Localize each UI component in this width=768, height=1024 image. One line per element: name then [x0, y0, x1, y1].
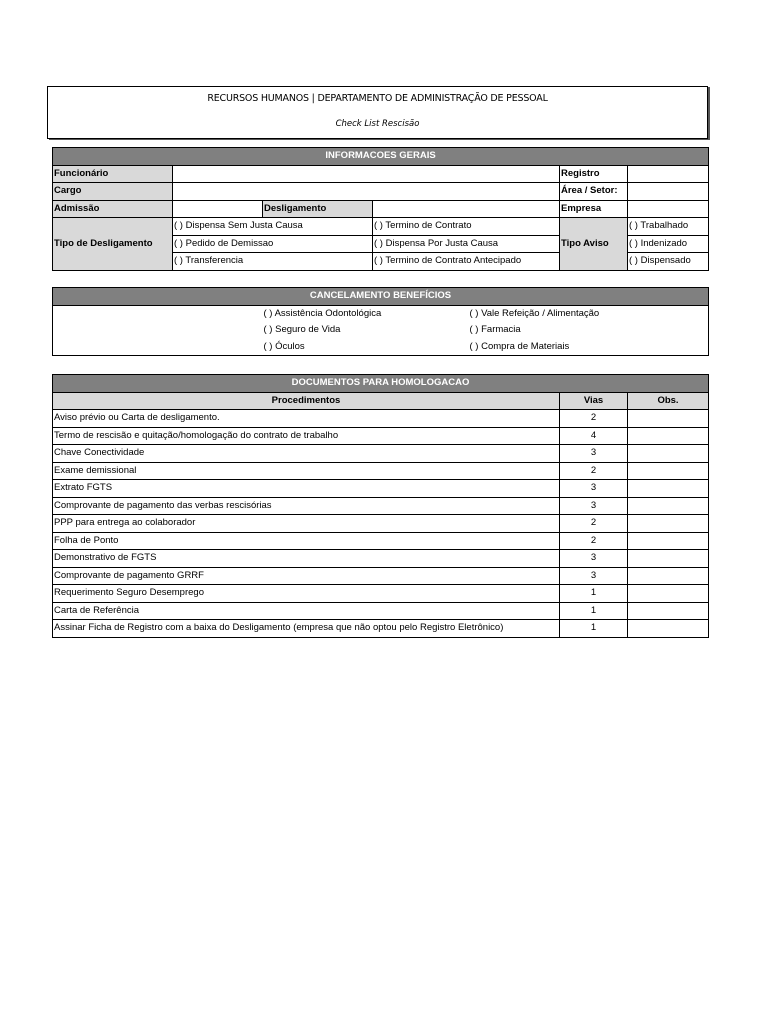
desligamento-field[interactable] — [373, 200, 560, 218]
general-info-table — [52, 147, 709, 271]
vias-cell: 1 — [560, 602, 628, 620]
option-seguro-de-vida[interactable]: ( ) Seguro de Vida — [263, 324, 341, 336]
obs-cell[interactable] — [628, 410, 709, 428]
obs-cell[interactable] — [628, 550, 709, 568]
funcionario-label: Funcionário — [53, 165, 173, 183]
area-setor-label: Área / Setor: — [560, 183, 628, 201]
vias-cell: 2 — [560, 515, 628, 533]
procedure-cell: PPP para entrega ao colaborador — [53, 515, 560, 533]
desligamento-label: Desligamento — [263, 200, 373, 218]
table-row — [53, 497, 709, 515]
obs-cell[interactable] — [628, 515, 709, 533]
table-row — [53, 515, 709, 533]
vias-cell: 2 — [560, 532, 628, 550]
empresa-field[interactable] — [628, 200, 709, 218]
procedure-cell: Termo de rescisão e quitação/homologação do contrato de trabalho — [53, 427, 560, 445]
funcionario-field[interactable] — [173, 165, 560, 183]
registro-field[interactable] — [628, 165, 709, 183]
table-row — [53, 585, 709, 603]
benefits-table — [52, 287, 709, 356]
option-aviso-trabalhado[interactable]: ( ) Trabalhado — [628, 218, 709, 236]
benefits-section-title: CANCELAMENTO BENEFÍCIOS — [53, 288, 709, 306]
obs-cell[interactable] — [628, 567, 709, 585]
option-pedido-demissao[interactable]: ( ) Pedido de Demissao — [173, 235, 373, 253]
vias-cell: 1 — [560, 620, 628, 638]
option-dispensa-justa-causa[interactable]: ( ) Dispensa Por Justa Causa — [373, 235, 560, 253]
obs-cell[interactable] — [628, 602, 709, 620]
table-row — [53, 410, 709, 428]
admissao-label: Admissão — [53, 200, 173, 218]
area-setor-field[interactable] — [628, 183, 709, 201]
obs-cell[interactable] — [628, 480, 709, 498]
table-row — [53, 602, 709, 620]
cargo-field[interactable] — [173, 183, 560, 201]
obs-cell[interactable] — [628, 427, 709, 445]
document-header — [47, 86, 708, 139]
tipo-aviso-label: Tipo Aviso — [560, 218, 628, 271]
procedure-cell: Requerimento Seguro Desemprego — [53, 585, 560, 603]
table-row — [53, 567, 709, 585]
table-row — [53, 620, 709, 638]
procedure-cell: Comprovante de pagamento das verbas rescisórias — [53, 497, 560, 515]
procedure-cell: Assinar Ficha de Registro com a baixa do Desligamento (empresa que não optou pelo Registro Eletrônico) — [53, 620, 560, 638]
option-assistencia-odontologica[interactable]: ( ) Assistência Odontológica — [263, 305, 469, 322]
option-oculos[interactable]: ( ) Óculos — [263, 339, 469, 356]
tipo-desligamento-label: Tipo de Desligamento — [53, 218, 173, 271]
document-subtitle: Check List Rescisão — [335, 119, 420, 129]
general-info-section-title: INFORMACOES GERAIS — [53, 148, 709, 166]
option-termino-contrato[interactable]: ( ) Termino de Contrato — [373, 218, 560, 236]
table-row — [53, 532, 709, 550]
procedure-cell: Demonstrativo de FGTS — [53, 550, 560, 568]
documents-section-title: DOCUMENTOS PARA HOMOLOGACAO — [53, 375, 709, 393]
column-header-procedimentos: Procedimentos — [53, 392, 560, 410]
obs-cell[interactable] — [628, 585, 709, 603]
procedure-cell: Aviso prévio ou Carta de desligamento. — [53, 410, 560, 428]
option-transferencia[interactable]: ( ) Transferencia — [173, 253, 373, 271]
vias-cell: 3 — [560, 550, 628, 568]
table-row — [53, 445, 709, 463]
table-row — [53, 550, 709, 568]
option-termino-contrato-antecipado[interactable]: ( ) Termino de Contrato Antecipado — [373, 253, 560, 271]
procedure-cell: Chave Conectividade — [53, 445, 560, 463]
obs-cell[interactable] — [628, 462, 709, 480]
table-row — [53, 462, 709, 480]
table-row — [53, 480, 709, 498]
option-dispensa-sem-justa-causa[interactable]: ( ) Dispensa Sem Justa Causa — [173, 218, 373, 236]
vias-cell: 3 — [560, 497, 628, 515]
procedure-cell: Carta de Referência — [53, 602, 560, 620]
vias-cell: 3 — [560, 567, 628, 585]
option-aviso-dispensado[interactable]: ( ) Dispensado — [628, 253, 709, 271]
cargo-label: Cargo — [53, 183, 173, 201]
option-aviso-indenizado[interactable]: ( ) Indenizado — [628, 235, 709, 253]
documents-table — [52, 374, 709, 638]
empresa-label: Empresa — [560, 200, 628, 218]
obs-cell[interactable] — [628, 497, 709, 515]
vias-cell: 1 — [560, 585, 628, 603]
obs-cell[interactable] — [628, 445, 709, 463]
column-header-obs: Obs. — [628, 392, 709, 410]
vias-cell: 2 — [560, 462, 628, 480]
table-row — [53, 427, 709, 445]
option-farmacia[interactable]: ( ) Farmacia — [469, 322, 709, 339]
admissao-field[interactable] — [173, 200, 263, 218]
vias-cell: 3 — [560, 480, 628, 498]
vias-cell: 4 — [560, 427, 628, 445]
document-title: RECURSOS HUMANOS | DEPARTAMENTO DE ADMINISTRAÇÃO DE PESSOAL — [207, 93, 548, 104]
column-header-vias: Vias — [560, 392, 628, 410]
option-compra-materiais[interactable]: ( ) Compra de Materiais — [469, 339, 709, 356]
obs-cell[interactable] — [628, 620, 709, 638]
benefits-blank-cell — [53, 305, 263, 356]
procedure-cell: Folha de Ponto — [53, 532, 560, 550]
vias-cell: 2 — [560, 410, 628, 428]
vias-cell: 3 — [560, 445, 628, 463]
obs-cell[interactable] — [628, 532, 709, 550]
procedure-cell: Comprovante de pagamento GRRF — [53, 567, 560, 585]
procedure-cell: Exame demissional — [53, 462, 560, 480]
procedure-cell: Extrato FGTS — [53, 480, 560, 498]
registro-label: Registro — [560, 165, 628, 183]
option-vale-refeicao[interactable]: ( ) Vale Refeição / Alimentação — [469, 305, 709, 322]
